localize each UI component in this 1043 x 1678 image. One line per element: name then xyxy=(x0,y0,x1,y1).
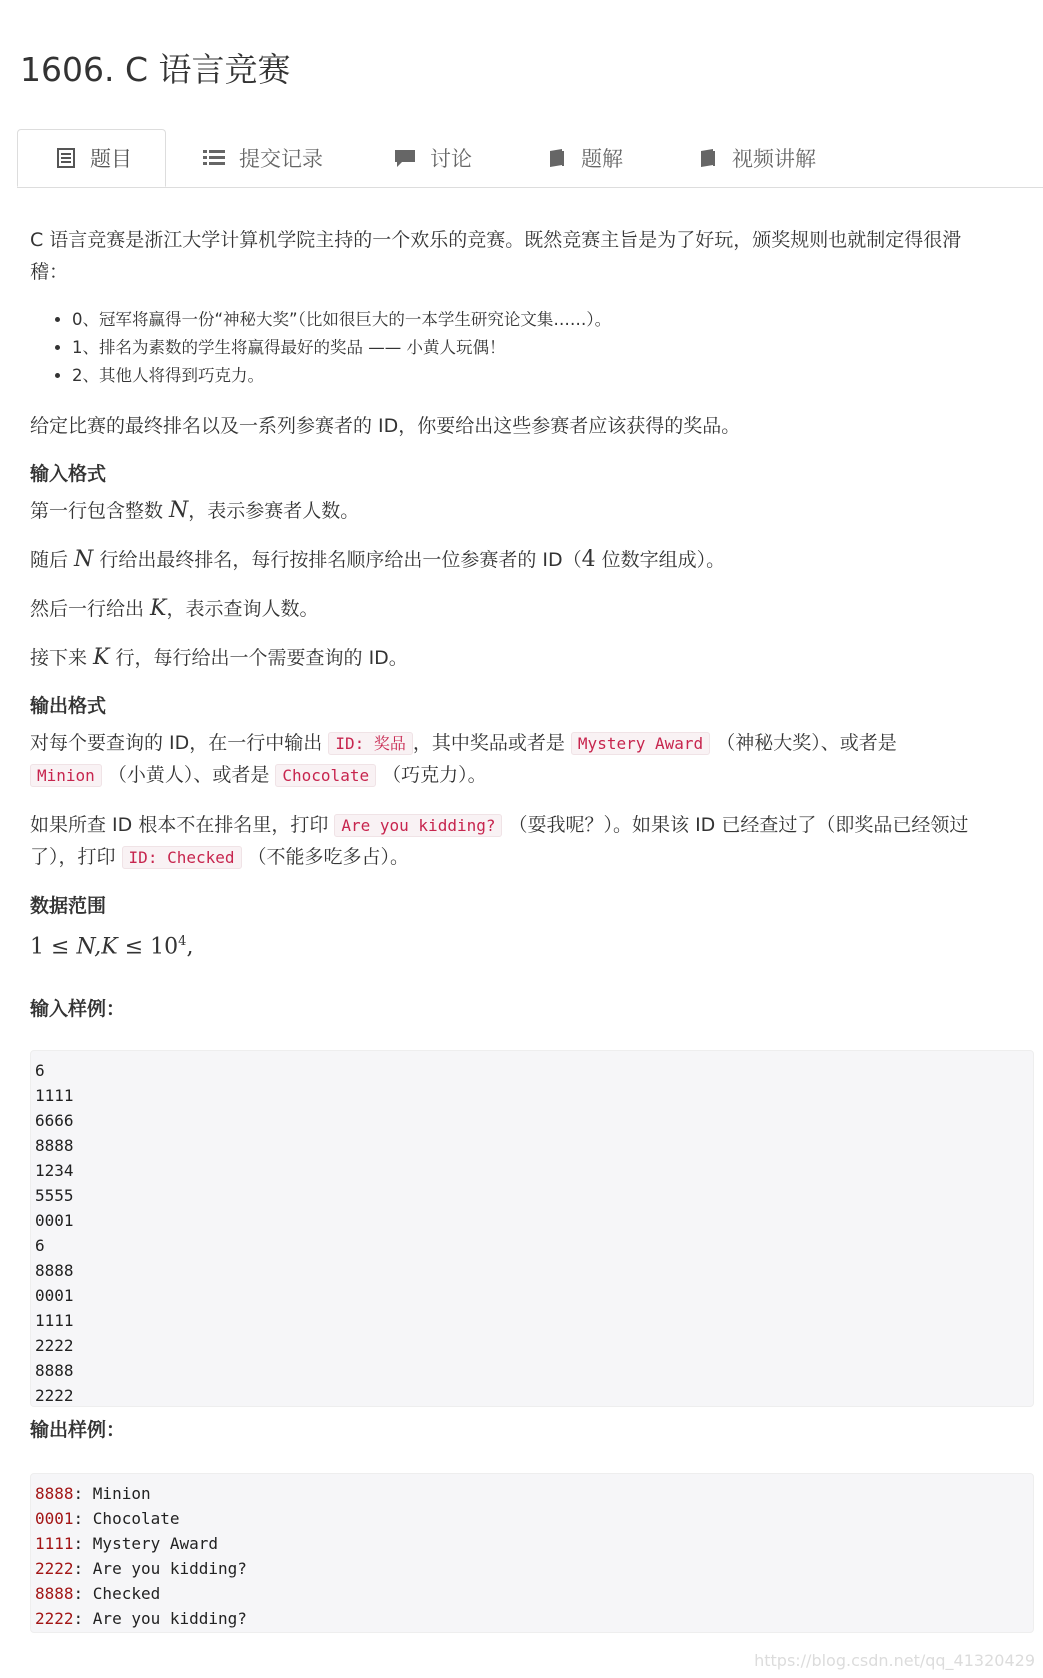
input-line: 接下来 K 行，每行给出一个需要查询的 ID。 xyxy=(30,645,408,670)
book-icon xyxy=(547,148,567,168)
code-line: 8888: Checked xyxy=(35,1584,161,1603)
code-line: 0001: Chocolate xyxy=(35,1509,180,1528)
code-line: 1111 xyxy=(35,1086,74,1105)
data-range-formula: $1 \le N,K \le 10^4$, xyxy=(30,934,194,960)
list-item: • 0、冠军将赢得一份“神秘大奖”（比如很巨大的一本学生研究论文集……）。 xyxy=(72,306,611,334)
sample-output-heading: 输出样例： xyxy=(30,1419,126,1441)
code-line: 1234 xyxy=(35,1161,74,1180)
output-text: 对每个要查询的 ID，在一行中输出 ID: 奖品 ，其中奖品或者是 Mystery Award （神秘大奖）、或者是 xyxy=(30,732,897,754)
sample-input-block xyxy=(30,1050,1034,1407)
tab-submissions[interactable] xyxy=(203,129,323,187)
input-line: 随后 N 行给出最终排名，每行按排名顺序给出一位参赛者的 ID（4 位数字组成）。 xyxy=(30,547,726,572)
task-text: 给定比赛的最终排名以及一系列参赛者的 ID，你要给出这些参赛者应该获得的奖品。 xyxy=(30,415,741,437)
code-line: 8888 xyxy=(35,1261,74,1280)
code-line: 2222: Are you kidding? xyxy=(35,1559,247,1578)
list-icon xyxy=(203,148,225,168)
input-format-heading: 输入格式 xyxy=(30,463,107,485)
tab-label: 讨论 xyxy=(430,147,472,171)
tab-label: 提交记录 xyxy=(239,147,323,171)
watermark: https://blog.csdn.net/qq_41320429 xyxy=(754,1651,1035,1670)
list-item: • 2、其他人将得到巧克力。 xyxy=(72,362,611,390)
inline-code: Are you kidding? xyxy=(334,814,502,837)
code-line: 2222 xyxy=(35,1386,74,1405)
output-format-heading: 输出格式 xyxy=(30,695,107,717)
input-line: 第一行包含整数 N，表示参赛者人数。 xyxy=(30,498,360,523)
tab-bar xyxy=(17,129,1043,188)
list-item: • 1、排名为素数的学生将赢得最好的奖品 —— 小黄人玩偶！ xyxy=(72,334,611,362)
code-line: 1111: Mystery Award xyxy=(35,1534,219,1553)
output-text: Minion （小黄人）、或者是 Chocolate （巧克力）。 xyxy=(30,759,487,792)
tab-label: 题解 xyxy=(581,147,623,171)
output-text: 了），打印 ID: Checked （不能多吃多占）。 xyxy=(30,846,410,868)
code-line: 8888: Minion xyxy=(35,1484,151,1503)
code-line: 0001 xyxy=(35,1211,74,1230)
rules-list xyxy=(50,306,611,390)
code-line: 6666 xyxy=(35,1111,74,1130)
sample-input-heading: 输入样例： xyxy=(30,998,126,1020)
code-line: 5555 xyxy=(35,1186,74,1205)
book-icon xyxy=(698,148,718,168)
code-line: 8888 xyxy=(35,1361,74,1380)
code-line: 1111 xyxy=(35,1311,74,1330)
code-line: 0001 xyxy=(35,1286,74,1305)
data-range-heading: 数据范围 xyxy=(30,895,107,917)
code-line: 8888 xyxy=(35,1136,74,1155)
comment-icon xyxy=(394,148,416,168)
document-icon xyxy=(56,148,76,168)
tab-label: 视频讲解 xyxy=(732,147,816,171)
tab-solutions[interactable] xyxy=(547,129,623,187)
page-title: 1606. C 语言竞赛 xyxy=(20,50,291,89)
code-line: 2222: Are you kidding? xyxy=(35,1609,247,1628)
output-text: 如果所查 ID 根本不在排名里，打印 Are you kidding? （耍我呢？）。如果该 ID 已经查过了（即奖品已经领过 xyxy=(30,814,969,836)
intro-text: 稽： xyxy=(30,261,69,283)
inline-code: Mystery Award xyxy=(571,732,710,755)
inline-code: Minion xyxy=(30,764,102,787)
code-line: 2222 xyxy=(35,1336,74,1355)
inline-code: ID: Checked xyxy=(122,846,242,869)
tab-video[interactable] xyxy=(698,129,816,187)
sample-output-block xyxy=(30,1473,1034,1633)
code-line: 6 xyxy=(35,1061,45,1080)
tab-problem[interactable] xyxy=(17,129,166,187)
tab-discussion[interactable] xyxy=(394,129,472,187)
intro-text: C 语言竞赛是浙江大学计算机学院主持的一个欢乐的竞赛。既然竞赛主旨是为了好玩，颁奖规则也就制定得很滑 xyxy=(30,229,962,251)
input-line: 然后一行给出 K，表示查询人数。 xyxy=(30,596,319,621)
code-line: 6 xyxy=(35,1236,45,1255)
inline-code: Chocolate xyxy=(275,764,376,787)
tab-label: 题目 xyxy=(90,147,132,171)
inline-code: ID: 奖品 xyxy=(328,732,413,755)
